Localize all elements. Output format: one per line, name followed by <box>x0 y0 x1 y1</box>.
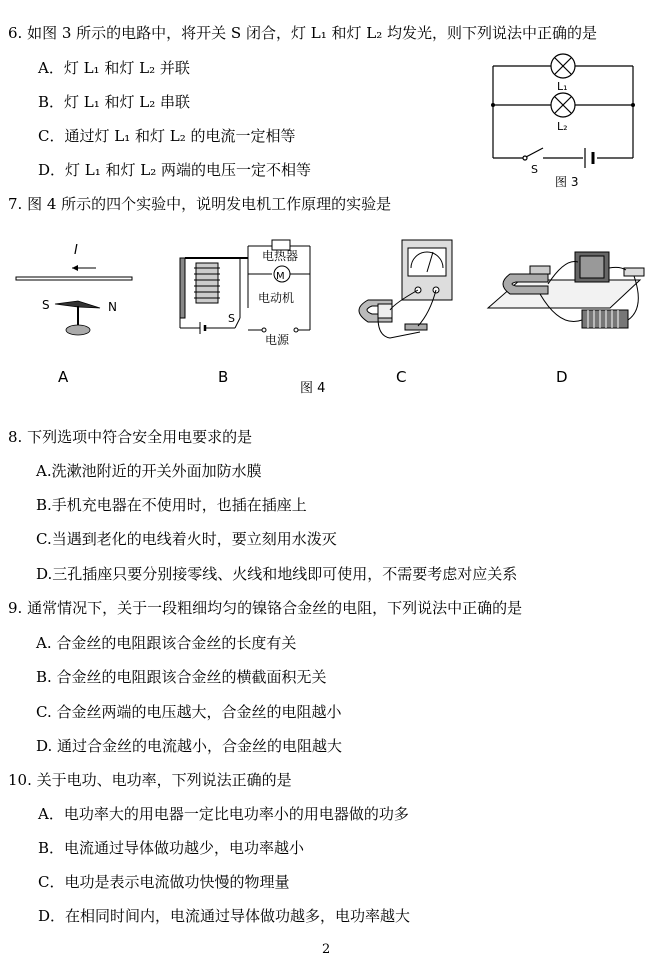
switch-icon <box>523 148 543 160</box>
battery-icon <box>585 148 593 168</box>
s-pole-label: S <box>42 298 50 312</box>
label-l2: L₂ <box>557 120 568 133</box>
question-9-option-b: B. 合金丝的电阻跟该合金丝的横截面积无关 <box>36 668 327 686</box>
motor-symbol: M <box>276 271 285 282</box>
figure-4 <box>0 228 650 400</box>
question-9-option-c: C. 合金丝两端的电压越大，合金丝的电阻越小 <box>36 703 342 721</box>
label-switch: S <box>531 163 538 176</box>
option-label-d: D <box>556 368 568 386</box>
question-6-option-b: B．灯 L₁ 和灯 L₂ 串联 <box>38 93 191 111</box>
figure-3-caption: 图 3 <box>555 175 579 189</box>
question-6-stem: 6. 如图 3 所示的电路中，将开关 S 闭合，灯 L₁ 和灯 L₂ 均发光，则下列说法中正确的是 <box>8 24 597 42</box>
question-9-option-d: D. 通过合金丝的电流越小，合金丝的电阻越大 <box>36 737 343 755</box>
figure-4-d-motor <box>488 252 644 328</box>
lamp-l1-icon <box>551 54 575 78</box>
question-6-option-c: C．通过灯 L₁ 和灯 L₂ 的电流一定相等 <box>38 127 296 145</box>
option-label-b: B <box>218 368 229 386</box>
option-label-c: C <box>396 368 407 386</box>
option-label-a: A <box>58 368 69 386</box>
question-6-option-d: D．灯 L₁ 和灯 L₂ 两端的电压一定不相等 <box>38 161 312 179</box>
question-8-option-d: D.三孔插座只要分别接零线、火线和地线即可使用，不需要考虑对应关系 <box>36 565 518 583</box>
figure-4-a-oersted <box>16 243 132 335</box>
question-10-option-d: D．在相同时间内，电流通过导体做功越多，电功率越大 <box>38 907 411 925</box>
question-8-stem: 8. 下列选项中符合安全用电要求的是 <box>8 428 253 446</box>
current-label: I <box>74 243 78 258</box>
relay-switch-label: S <box>228 312 235 325</box>
question-9-stem: 9. 通常情况下，关于一段粗细均匀的镍铬合金丝的电阻，下列说法中正确的是 <box>8 599 523 617</box>
question-10-option-a: A．电功率大的用电器一定比电功率小的用电器做的功多 <box>38 805 409 823</box>
power-source-label: 电源 <box>265 333 290 347</box>
question-6-option-a: A．灯 L₁ 和灯 L₂ 并联 <box>38 59 190 77</box>
question-8-option-b: B.手机充电器在不使用时，也插在插座上 <box>36 496 307 514</box>
n-pole-label: N <box>108 300 117 314</box>
question-9-option-a: A. 合金丝的电阻跟该合金丝的长度有关 <box>36 634 297 652</box>
question-8-option-c: C.当遇到老化的电线着火时，要立刻用水泼灭 <box>36 530 337 548</box>
question-10-option-c: C．电功是表示电流做功快慢的物理量 <box>38 873 290 891</box>
figure-3-circuit <box>485 48 640 193</box>
page-number: 2 <box>322 942 331 957</box>
question-10-stem: 10. 关于电功、电功率，下列说法正确的是 <box>8 771 292 789</box>
question-8-option-a: A.洗漱池附近的开关外面加防水膜 <box>36 462 262 480</box>
question-7-stem: 7. 图 4 所示的四个实验中，说明发电机工作原理的实验是 <box>8 195 392 213</box>
heater-label: 电热器 <box>262 249 299 263</box>
label-l1: L₁ <box>557 80 568 93</box>
figure-4-caption: 图 4 <box>300 381 326 396</box>
figure-4-c-galvanometer <box>359 240 452 338</box>
lamp-l2-icon <box>551 93 575 117</box>
question-10-option-b: B．电流通过导体做功越少，电功率越小 <box>38 839 305 857</box>
motor-label: 电动机 <box>258 291 295 305</box>
